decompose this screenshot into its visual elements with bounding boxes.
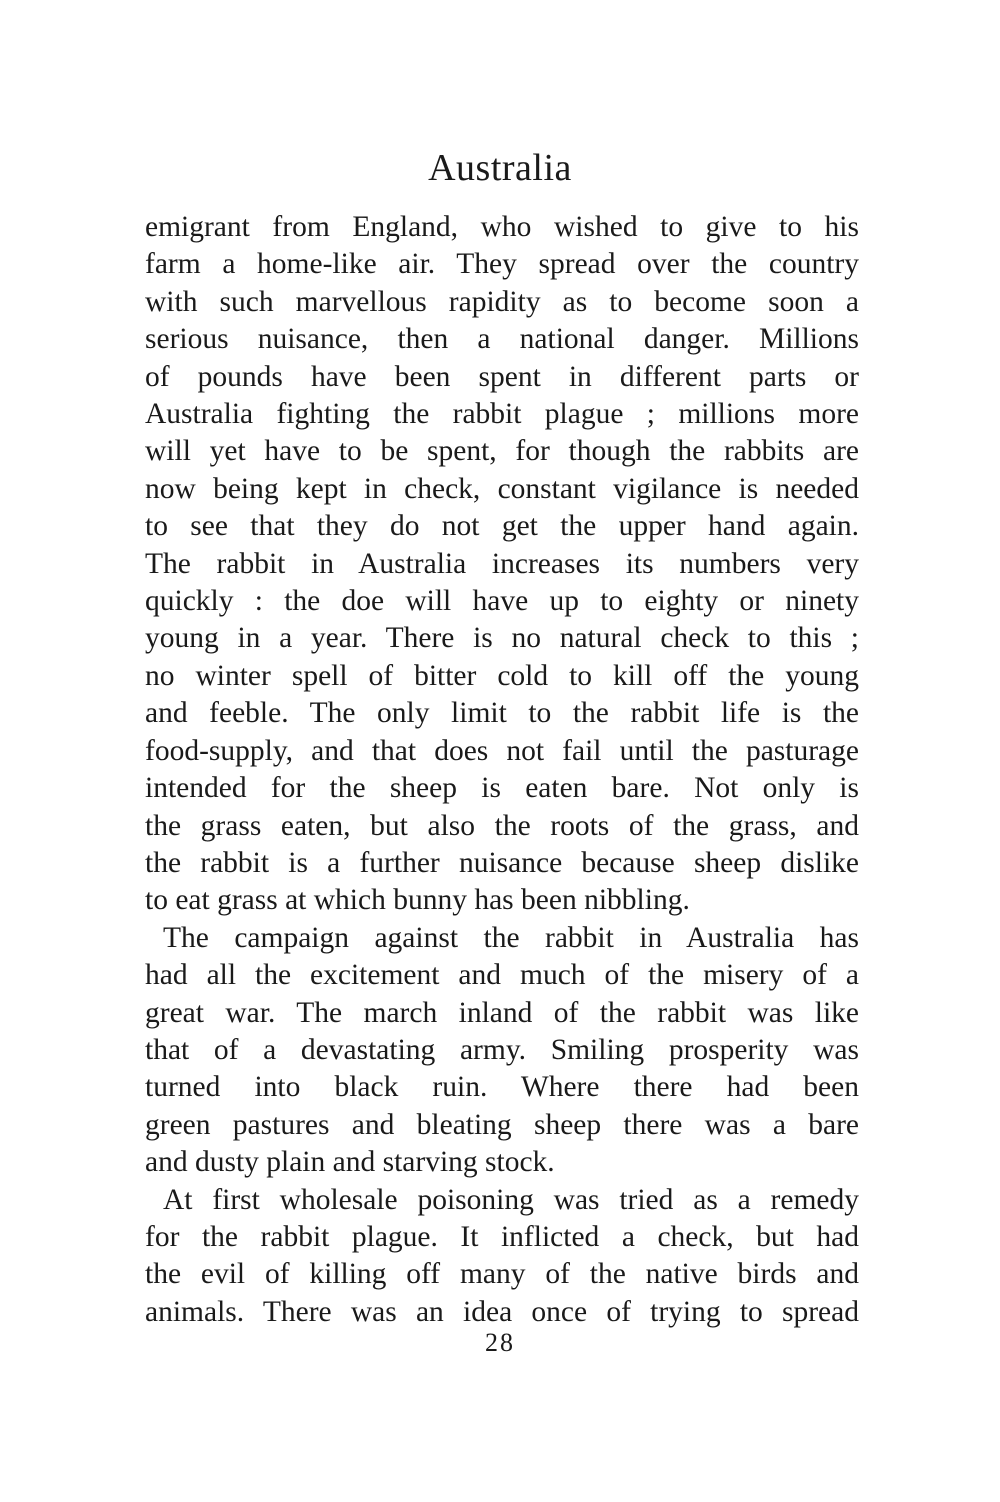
text-line: for the rabbit plague. It inflicted a check, but had [145, 1220, 859, 1253]
text-line: turned into black ruin. Where there had been [145, 1071, 859, 1104]
text-line: quickly : the doe will have up to eighty or ninety [145, 585, 859, 618]
text-line: the evil of killing off many of the native birds and [145, 1258, 859, 1291]
paragraph [145, 1182, 859, 1332]
page-number: 28 [485, 1328, 515, 1357]
text-line: farm a home-like air. They spread over the country [145, 248, 859, 281]
text-line: animals. There was an idea once of trying to spread [145, 1295, 859, 1328]
text-line: The rabbit in Australia increases its numbers very [145, 547, 859, 580]
body-text [145, 209, 859, 1331]
text-line: At first wholesale poisoning was tried as a remedy [163, 1183, 859, 1216]
text-line: The campaign against the rabbit in Australia has [163, 921, 859, 954]
paragraph [145, 920, 859, 1182]
text-line: Australia fighting the rabbit plague ; millions more [145, 398, 859, 431]
running-head-title: Australia [428, 147, 572, 189]
text-line: no winter spell of bitter cold to kill off the young [145, 659, 859, 692]
text-line: great war. The march inland of the rabbit was like [145, 996, 859, 1029]
text-line: that of a devastating army. Smiling prosperity was [145, 1033, 859, 1066]
text-line: with such marvellous rapidity as to become soon a [145, 285, 859, 318]
text-line: green pastures and bleating sheep there was a bare [145, 1108, 859, 1141]
text-line: to eat grass at which bunny has been nibbling. [145, 884, 690, 917]
text-line: and feeble. The only limit to the rabbit life is the [145, 697, 859, 730]
paragraph [145, 209, 859, 920]
text-line: and dusty plain and starving stock. [145, 1146, 555, 1179]
text-line: intended for the sheep is eaten bare. Not only is [145, 772, 859, 805]
text-line: had all the excitement and much of the misery of a [145, 959, 859, 992]
text-line: young in a year. There is no natural check to this ; [145, 622, 859, 655]
text-line: food-supply, and that does not fail until the pasturage [145, 734, 859, 767]
text-line: will yet have to be spent, for though the rabbits are [145, 435, 859, 468]
text-line: emigrant from England, who wished to give to his [145, 211, 859, 243]
text-line: to see that they do not get the upper hand again. [145, 510, 859, 543]
text-line: the grass eaten, but also the roots of the grass, and [145, 809, 859, 842]
text-line: now being kept in check, constant vigilance is needed [145, 472, 859, 505]
text-line: the rabbit is a further nuisance because sheep dislike [145, 846, 859, 879]
text-line: of pounds have been spent in different parts or [145, 360, 859, 393]
text-line: serious nuisance, then a national danger. Millions [145, 323, 859, 356]
